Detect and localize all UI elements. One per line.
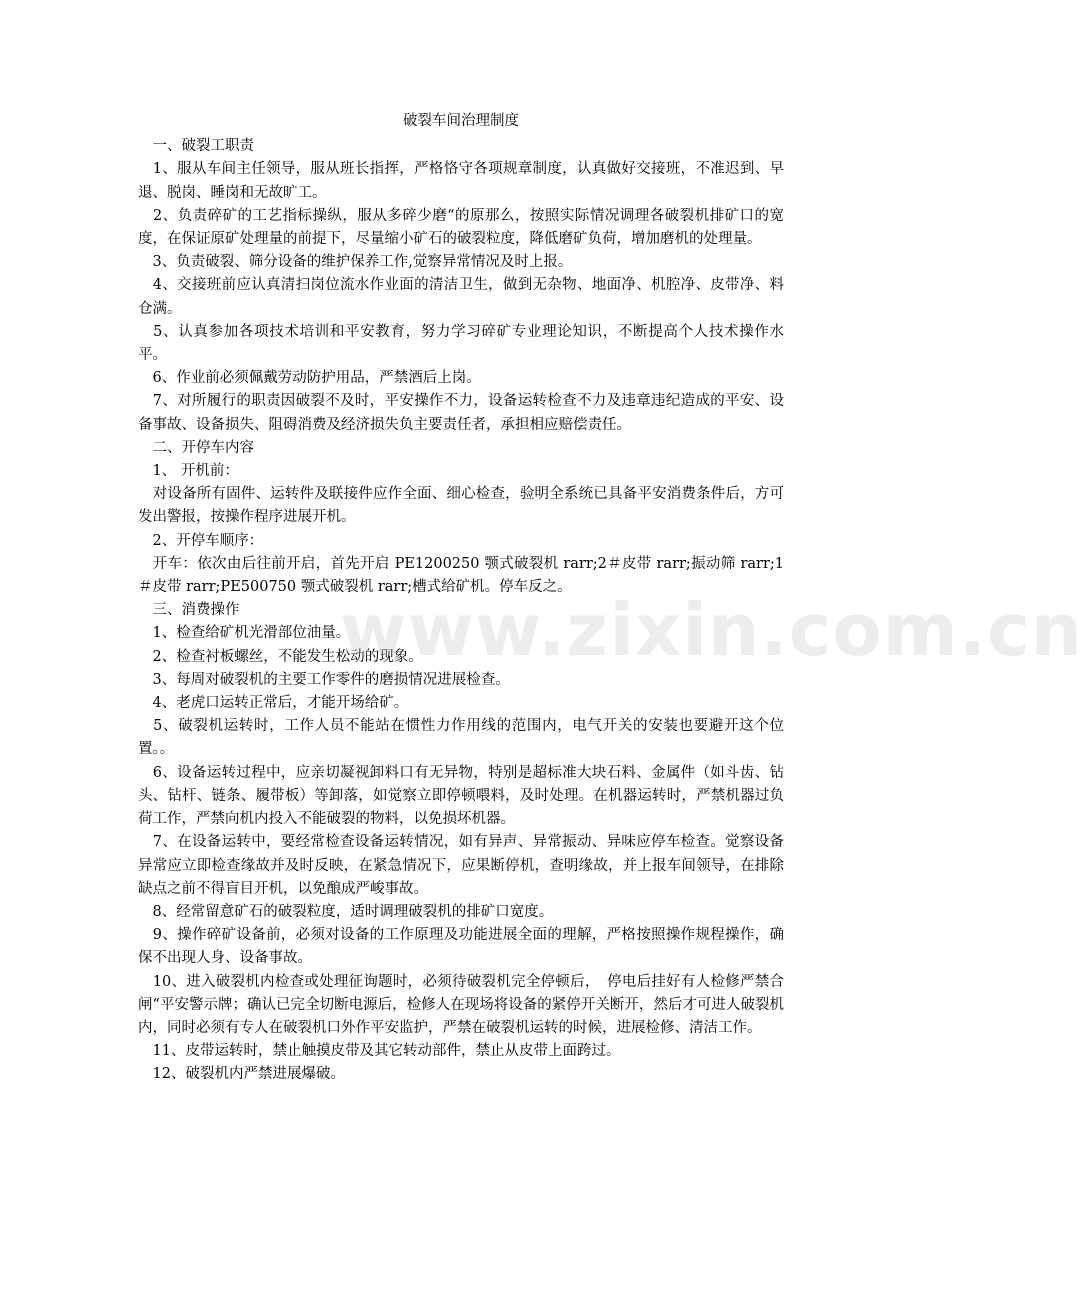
document-title: 破裂车间治理制度 <box>403 113 519 129</box>
paragraph: 7、在设备运转中，要经常检查设备运转情况，如有异声、异常振动、异味应停车检查。觉察设备异常应立即检查缘故并及时反映，在紧急情况下，应果断停机，查明缘故，并上报车间领导，在排除缺点之前不得盲目开机，以免酿成严峻事故。 <box>138 834 784 897</box>
document-page <box>138 110 784 1087</box>
paragraph: 10、进入破裂机内检查或处理征询题时，必须待破裂机完全停顿后， 停电后挂好有人检修严禁合闸“平安警示牌；确认已完全切断电源后，检修人在现场将设备的紧停开关断开，然后才可进人破裂机内，同时必须有专人在破裂机口外作平安监护，严禁在破裂机运转的时候，进展检修、清洁工作。 <box>138 973 784 1036</box>
paragraph: 9、操作碎矿设备前，必须对设备的工作原理及功能进展全面的理解，严格按照操作规程操作，确保不出现人身、设备事故。 <box>138 927 784 967</box>
paragraph: 4、老虎口运转正常后，才能开场给矿。 <box>138 695 409 712</box>
paragraph: 一、破裂工职责 <box>138 138 254 155</box>
paragraph: 8、经常留意矿石的破裂粒度，适时调理破裂机的排矿口宽度。 <box>138 903 554 920</box>
document-body <box>138 135 784 1086</box>
paragraph: 对设备所有固件、运转件及联接件应作全面、细心检查，验明全系统已具备平安消费条件后，方可发出警报，按操作程序进展开机。 <box>138 486 784 526</box>
paragraph: 5、破裂机运转时，工作人员不能站在惯性力作用线的范围内，电气开关的安装也要避开这个位置。。 <box>138 718 784 758</box>
paragraph: 2、检查衬板螺丝，不能发生松动的现象。 <box>138 648 423 665</box>
paragraph: 开车：依次由后往前开启，首先开启 PE1200250 颚式破裂机 rarr;2＃皮带 rarr;振动筛 rarr;1＃皮带 rarr;PE500750 颚式破裂机 rarr;槽式给矿机。停车反之。 <box>138 555 784 596</box>
paragraph: 4、交接班前应认真清扫岗位流水作业面的清洁卫生，做到无杂物、地面净、机腔净、皮带净、料仓满。 <box>138 277 784 317</box>
paragraph: 1、服从车间主任领导，服从班长指挥，严格恪守各项规章制度，认真做好交接班，不准迟到、早退、脱岗、睡岗和无故旷工。 <box>138 161 784 201</box>
paragraph: 2、负责碎矿的工艺指标操纵，服从多碎少磨“的原那么，按照实际情况调理各破裂机排矿口的宽度，在保证原矿处理量的前提下，尽量缩小矿石的破裂粒度，降低磨矿负荷，增加磨机的处理量。 <box>138 207 784 248</box>
paragraph: 1、检查给矿机光滑部位油量。 <box>138 625 351 642</box>
paragraph: 3、每周对破裂机的主要工作零件的磨损情况进展检查。 <box>138 671 510 688</box>
paragraph: 6、作业前必须佩戴劳动防护用品，严禁酒后上岗。 <box>138 370 481 387</box>
paragraph: 二、开停车内容 <box>138 439 254 456</box>
paragraph: 5、认真参加各项技术培训和平安教育，努力学习碎矿专业理论知识，不断提高个人技术操作水平。 <box>138 323 784 364</box>
paragraph: 7、对所履行的职责因破裂不及时，平安操作不力，设备运转检查不力及违章违纪造成的平安、设备事故、设备损失、阻碍消费及经济损失负主要责任者，承担相应赔偿责任。 <box>138 393 784 433</box>
watermark: www.zixin.com.cn <box>340 588 1083 672</box>
paragraph: 1、 开机前： <box>138 463 239 480</box>
paragraph: 3、负责破裂、筛分设备的维护保养工作,觉察异常情况及时上报。 <box>138 254 573 271</box>
paragraph: 三、消费操作 <box>138 602 240 619</box>
paragraph: 11、皮带运转时，禁止触摸皮带及其它转动部件，禁止从皮带上面跨过。 <box>138 1043 621 1060</box>
paragraph: 2、开停车顺序： <box>138 532 264 549</box>
paragraph: 6、设备运转过程中，应亲切凝视卸料口有无异物，特别是超标准大块石料、金属件（如斗齿、钻头、钻杆、链条、履带板）等卸落，如觉察立即停顿喂料，及时处理。在机器运转时，严禁机器过负荷工作，严禁向机内投入不能破裂的物料，以免损坏机器。 <box>138 764 784 828</box>
paragraph: 12、破裂机内严禁进展爆破。 <box>138 1066 345 1083</box>
